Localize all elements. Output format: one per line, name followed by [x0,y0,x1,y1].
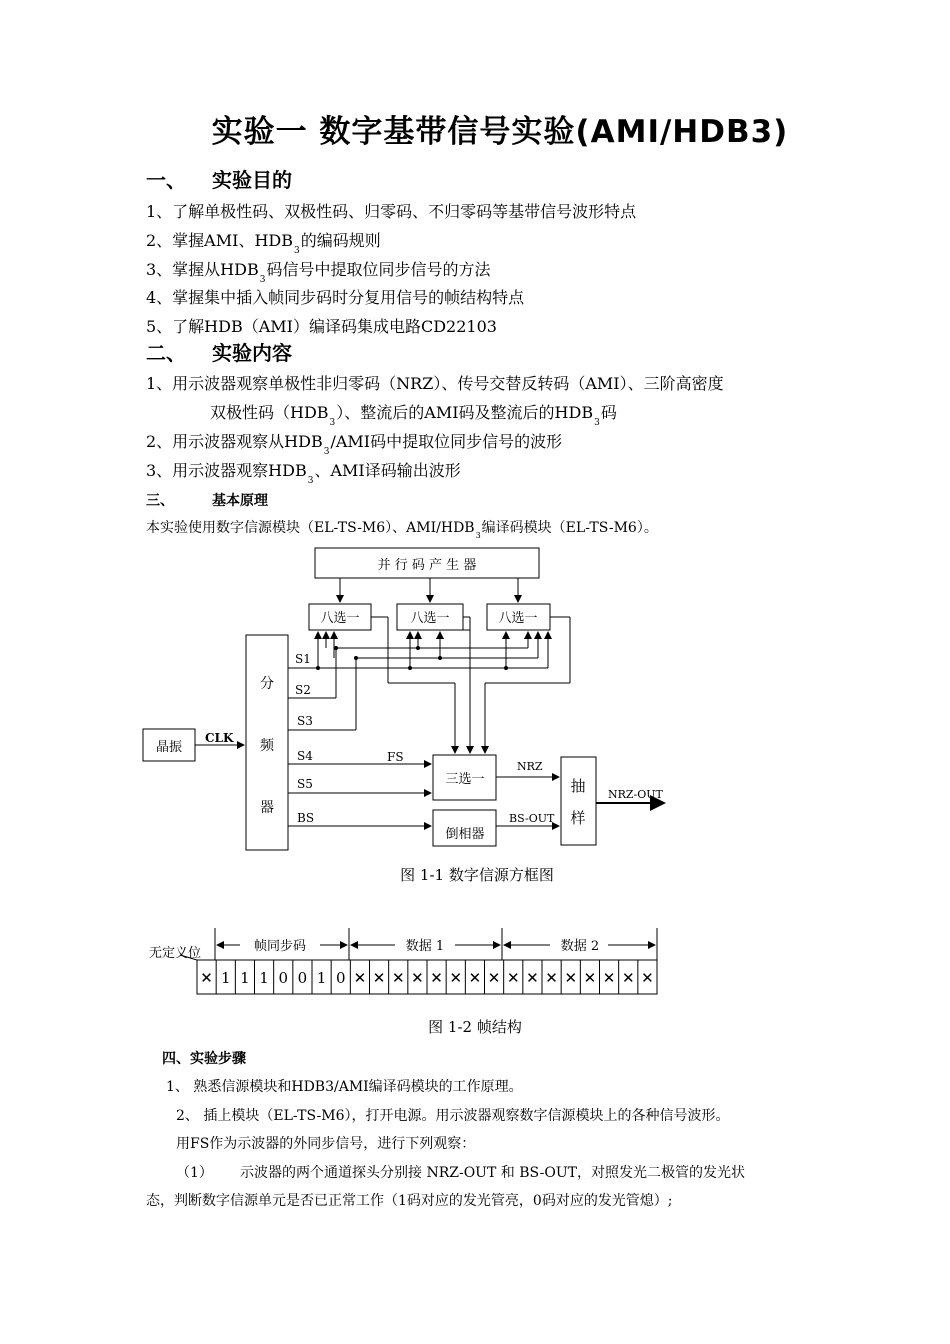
fs-label: FS [387,750,404,764]
mux8-label-2: 八选一 [410,611,450,626]
frame-sync-bit: 1 [220,969,231,987]
subscript: 3 [259,275,266,285]
step-number: （1） [176,1165,213,1181]
frame-cross-cell: ✕ [430,969,443,987]
data1-label: 数据 1 [405,939,445,954]
step-2d: 态，判断数字信源单元是否已正常工作（1码对应的发光管亮，0码对应的发光管熄）; [146,1193,673,1209]
frame-sync-bit: 0 [278,969,289,987]
text-part: 2、掌握AMI、HDB [146,231,293,250]
objective-item-5: 5、了解HDB（AMI）编译码集成电路CD22103 [146,317,497,336]
subscript: 3 [323,447,330,457]
bs-label: BS [297,811,315,825]
s2-label: S2 [295,683,311,697]
frame-cross-cell: ✕ [200,969,213,987]
frame-cross-cell: ✕ [641,969,654,987]
frame-cross-cell: ✕ [391,969,405,987]
mux8-label-3: 八选一 [498,611,538,626]
text-part: 编译码模块（EL-TS-M6）。 [481,520,658,536]
sampler-char-2: 样 [570,809,586,827]
section-heading-4: 四、实验步骤 [162,1051,246,1067]
section-number: 一、 [146,168,186,192]
figure-2-caption: 图 1-2 帧结构 [428,1018,522,1036]
divider-char-2: 频 [260,738,274,754]
frame-sync-bit: 0 [335,969,346,987]
step-2c [176,1162,745,1182]
s3-label: S3 [297,714,313,728]
sampler-box [561,757,596,845]
frame-cross-cell: ✕ [602,969,616,987]
frame-cross-cell: ✕ [545,969,558,987]
text-part: 示波器的两个通道探头分别接 NRZ-OUT 和 BS-OUT，对照发光二极管的发光状 [240,1165,745,1181]
figure-1-caption: 图 1-1 数字信源方框图 [400,866,554,884]
section-title: 实验目的 [212,168,292,192]
objective-item-1: 1、了解单极性码、双极性码、归零码、不归零码等基带信号波形特点 [146,202,637,221]
inverter-label: 倒相器 [445,827,485,842]
text-part: 双极性码（HDB [210,403,329,422]
crystal-label: 晶振 [155,740,183,755]
step-2b: 用FS作为示波器的外同步信号，进行下列观察： [176,1136,476,1152]
sampler-char-1: 抽 [570,777,586,795]
frame-cross-cell: ✕ [487,969,501,987]
undefined-bit-label: 无定义位 [149,946,202,961]
subscript: 3 [594,418,600,428]
step-2: 2、 插上模块（EL-TS-M6），打开电源。用示波器观察数字信源模块上的各种信号波形。 [176,1108,730,1124]
sync-label: 帧同步码 [253,939,307,954]
subscript: 3 [329,418,336,428]
text-part: 码信号中提取位同步信号的方法 [266,260,491,279]
s5-label: S5 [297,777,313,791]
section-title: 基本原理 [212,493,268,509]
content-item-1a: 1、用示波器观察单极性非归零码（NRZ）、传号交替反转码（AMI）、三阶高密度 [146,374,724,393]
data2-label: 数据 2 [560,939,600,954]
divider-char-1: 分 [260,676,274,692]
frame-sync-bit: 1 [259,969,269,987]
step-1: 1、 熟悉信源模块和HDB3/AMI编译码模块的工作原理。 [166,1079,523,1095]
subscript: 3 [475,531,481,540]
text-part: 3、掌握从HDB [146,260,259,279]
bs-out-label: BS-OUT [509,812,555,825]
nrz-out-label: NRZ-OUT [608,788,663,801]
nrz-label: NRZ [517,760,543,773]
section-number: 三、 [146,493,174,509]
frame-sync-bit: 1 [316,969,327,987]
frame-cross-cell: ✕ [564,969,578,987]
text-part: 、AMI译码输出波形 [314,461,461,480]
text-part: 本实验使用数字信源模块（EL-TS-M6）、AMI/HDB [146,520,475,536]
frame-cross-cell: ✕ [411,969,424,987]
divider-char-3: 器 [260,800,274,816]
frame-sync-bit: 0 [297,969,308,987]
subscript: 3 [307,476,314,486]
mux3-label: 三选一 [445,772,485,787]
frame-cross-cell: ✕ [621,969,635,987]
clk-label: CLK [205,731,234,745]
text-part: 2、用示波器观察从HDB [146,432,323,451]
frame-cross-cell: ✕ [372,969,386,987]
text-part: /AMI码中提取位同步信号的波形 [330,432,563,451]
frame-cross-cell: ✕ [449,969,463,987]
s1-label: S1 [295,652,311,666]
subscript: 3 [293,246,300,256]
text-part: ）、整流后的AMI码及整流后的HDB [336,403,594,422]
parallel-generator-label: 并 行 码 产 生 器 [377,558,477,573]
text-part: 3、用示波器观察HDB [146,461,307,480]
frame-sync-bit: 1 [240,969,250,987]
frame-cross-cell: ✕ [526,969,539,987]
text-part: 码 [600,403,617,422]
section-title: 实验内容 [212,341,292,365]
s4-label: S4 [297,749,313,763]
frame-cross-cell: ✕ [468,969,482,987]
frame-cross-cell: ✕ [583,969,597,987]
frame-cross-cell: ✕ [353,969,367,987]
mux8-label-1: 八选一 [320,611,360,626]
objective-item-4: 4、掌握集中插入帧同步码时分复用信号的帧结构特点 [146,288,525,307]
text-part: 的编码规则 [300,231,381,250]
section-number: 二、 [146,341,186,365]
page-title: 实验一 数字基带信号实验(AMI/HDB3) [211,114,789,150]
frame-cross-cell: ✕ [506,969,520,987]
